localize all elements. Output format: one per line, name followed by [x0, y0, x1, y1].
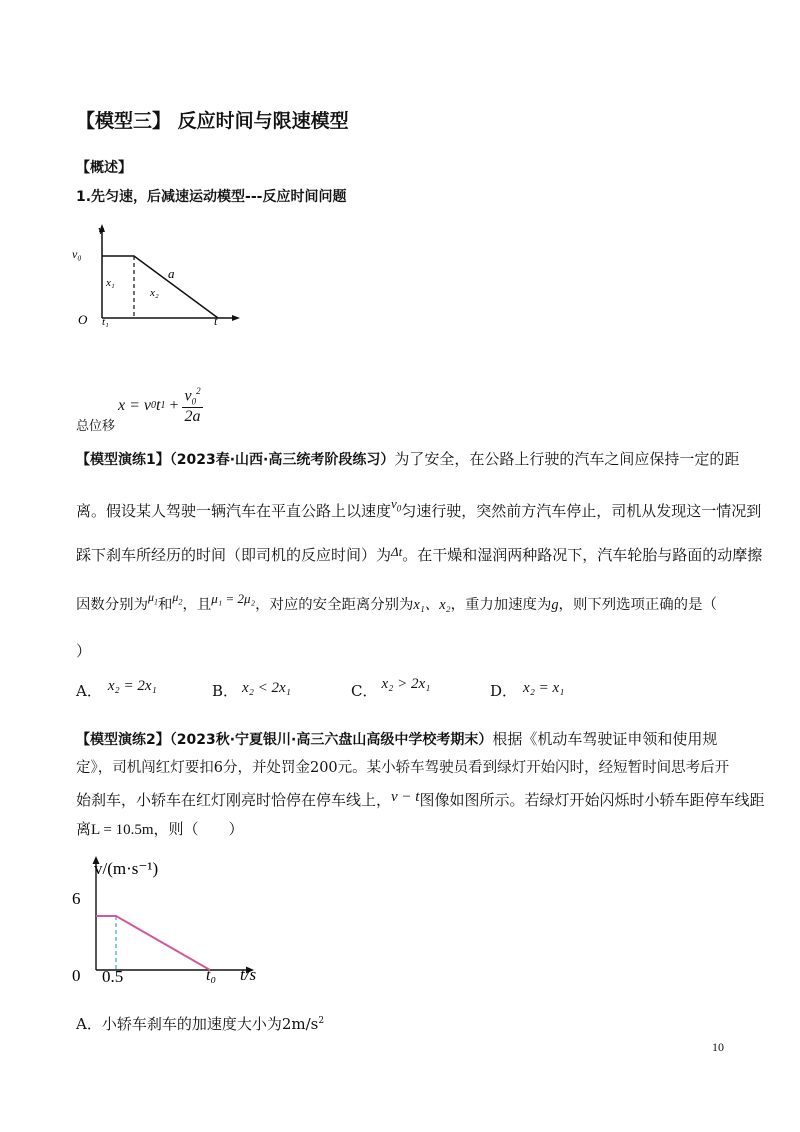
vt-chart	[60, 848, 290, 996]
exercise1-line3: 踩下刹车所经历的时间（即司机的反应时间）为Δt。在干燥和湿润两种路况下，汽车轮胎与路面的动摩擦	[76, 544, 763, 564]
exercise1-line4: 因数分别为$^{\mu_1}$和$^{\mu_2}$，且μ₁ = 2μ₂，对应的安全距离分别为x₁、x₂，重力加速度为g，则下列选项正确的是（	[76, 590, 717, 613]
exercise1-line5: ）	[76, 642, 92, 660]
exercise1-line1: 【模型演练1】（2023春·山西·高三统考阶段练习）为了安全，在公路上行驶的汽车之间应保持一定的距	[76, 450, 740, 468]
t-label: t	[214, 314, 218, 328]
chart-series-line	[96, 916, 210, 970]
exercise2-line2: 定》，司机闯红灯要扣6分，并处罚金200元。某小轿车驾驶员看到绿灯开始闪时，经短暂时间思考后开	[76, 760, 730, 776]
a-label: a	[168, 266, 175, 281]
origin-label: O	[78, 312, 88, 327]
section-title: 【模型三】 反应时间与限速模型	[76, 110, 349, 132]
overview-label: 【概述】	[76, 160, 132, 176]
exercise2-line4: 离L = 10.5m，则（ ）	[76, 820, 244, 838]
exercise1-option-a[interactable]: A． x₂ = 2x₁	[76, 678, 157, 700]
exercise1-option-b[interactable]: B． x₂ < 2x₁	[212, 680, 291, 700]
chart-xlabel: t/s	[240, 965, 257, 984]
page-number: 10	[712, 1040, 724, 1054]
exercise1-line2: 离。假设某人驾驶一辆汽车在平直公路上以速度$v_0$匀速行驶，突然前方汽车停止，司机从发现这一情况到	[76, 496, 762, 520]
x2-label: x₂	[150, 287, 159, 299]
chart-origin: 0	[72, 966, 81, 985]
exercise2-line3: 始刹车，小轿车在红灯刚亮时恰停在停车线上，v − t图像如图所示。若绿灯开始闪烁时小轿车距停车线距	[76, 789, 765, 809]
exercise2-option-a[interactable]: A．小轿车刹车的加速度大小为$2m/s^2$	[76, 1015, 325, 1033]
exercise2-line1: 【模型演练2】（2023秋·宁夏银川·高三六盘山高级中学校考期末）根据《机动车驾驶证申领和使用规	[76, 730, 718, 748]
exercise1-option-d[interactable]: D． x₂ = x₁	[490, 680, 565, 700]
displacement-formula: x = v 0 t 1 + $\frac{v_0^2}{2a}$	[118, 386, 201, 425]
x1-label: x₁	[106, 277, 115, 289]
displacement-label: 总位移	[76, 419, 116, 434]
v0-label: v₀	[72, 247, 82, 261]
subheading: 1.先匀速，后减速运动模型---反应时间问题	[76, 189, 347, 205]
chart-xtick-0-5: 0.5	[102, 967, 124, 986]
chart-ylabel: v/(m·s⁻¹)	[94, 859, 159, 878]
velocity-line	[102, 256, 218, 318]
exercise1-option-c[interactable]: C． x₂ > 2x₁	[351, 676, 431, 700]
chart-xtick-t0: t₀	[206, 967, 217, 984]
chart-ytick-6: 6	[72, 889, 81, 908]
vt-diagram-1	[70, 222, 250, 332]
v-label: v	[98, 222, 104, 237]
t1-label: t₁	[102, 316, 109, 328]
